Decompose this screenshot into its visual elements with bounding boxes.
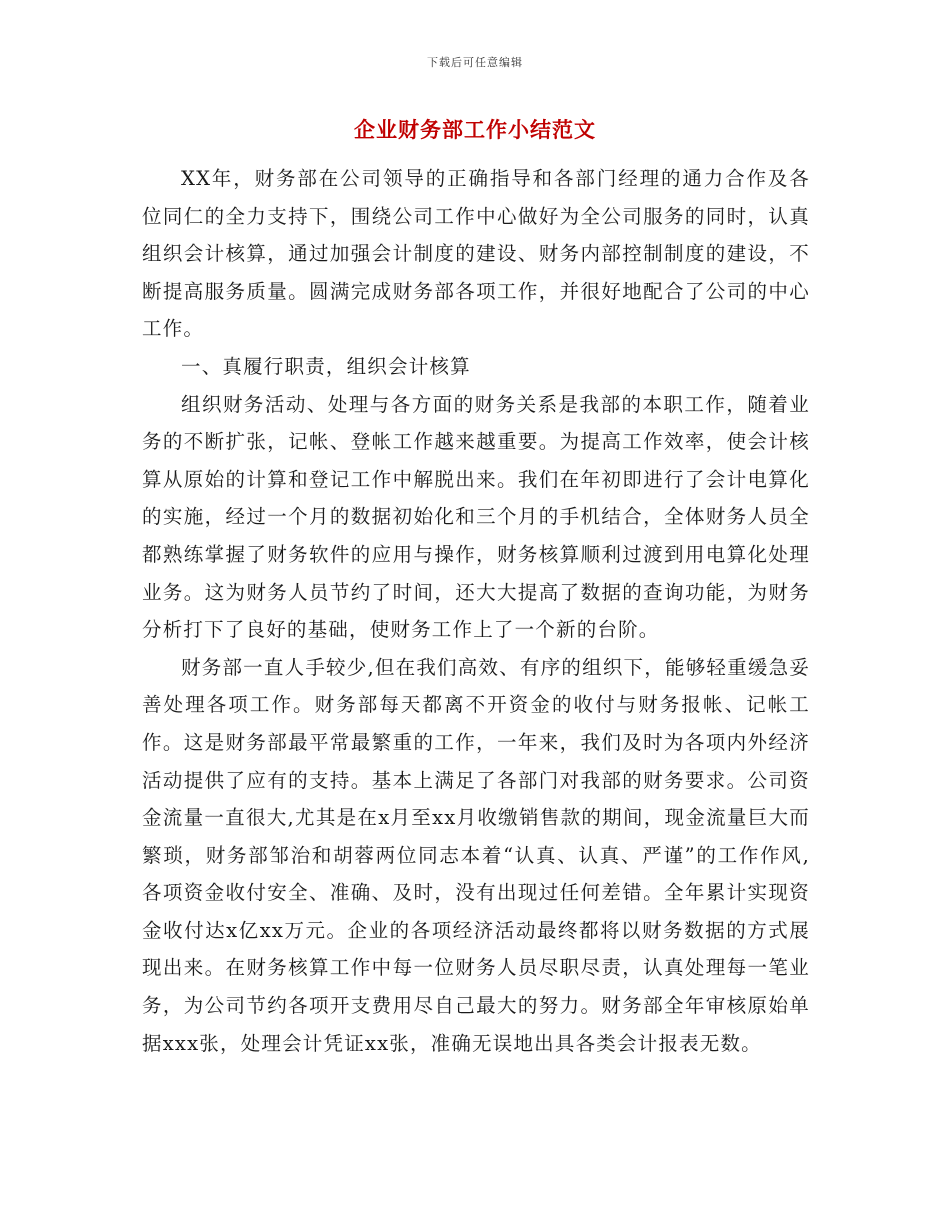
section-heading-1: 一、真履行职责，组织会计核算: [181, 354, 471, 378]
document-title: 企业财务部工作小结范文: [354, 117, 596, 142]
paragraph-accounting: 组织财务活动、处理与各方面的财务关系是我部的本职工作，随着业务的不断扩张，记帐、登帐工作越来越重要。为提高工作效率，使会计核算从原始的计算和登记工作中解脱出来。我们在年初即进行了会计电算化的实施，经过一个月的数据初始化和三个月的手机结合，全体财务人员全都熟练掌握了财务软件的应用与操作，财务核算顺利过渡到用电算化处理业务。这为财务人员节约了时间，还大大提高了数据的查询功能，为财务分析打下了良好的基础，使财务工作上了一个新的台阶。: [142, 392, 810, 642]
paragraph-intro: XX年，财务部在公司领导的正确指导和各部门经理的通力合作及各位同仁的全力支持下，围绕公司工作中心做好为全公司服务的同时，认真组织会计核算，通过加强会计制度的建设、财务内部控制制度的建设，不断提高服务质量。圆满完成财务部各项工作，并很好地配合了公司的中心工作。: [142, 167, 810, 341]
paragraph-cash-flow: 财务部一直人手较少,但在我们高效、有序的组织下，能够轻重缓急妥善处理各项工作。财务部每天都离不开资金的收付与财务报帐、记帐工作。这是财务部最平常最繁重的工作，一年来，我们及时为各项内外经济活动提供了应有的支持。基本上满足了各部门对我部的财务要求。公司资金流量一直很大,尤其是在x月至xx月收缴销售款的期间，现金流量巨大而繁琐，财务部邹治和胡蓉两位同志本着“认真、认真、严谨”的工作作风,各项资金收付安全、准确、及时，没有出现过任何差错。全年累计实现资金收付达x亿xx万元。企业的各项经济活动最终都将以财务数据的方式展现出来。在财务核算工作中每一位财务人员尽职尽责，认真处理每一笔业务，为公司节约各项开支费用尽自己最大的努力。财务部全年审核原始单据xxx张，处理会计凭证xx张，准确无误地出具各类会计报表无数。: [142, 655, 810, 1055]
document-body: [142, 160, 810, 1062]
page-header-note: 下载后可任意编辑: [427, 56, 523, 69]
